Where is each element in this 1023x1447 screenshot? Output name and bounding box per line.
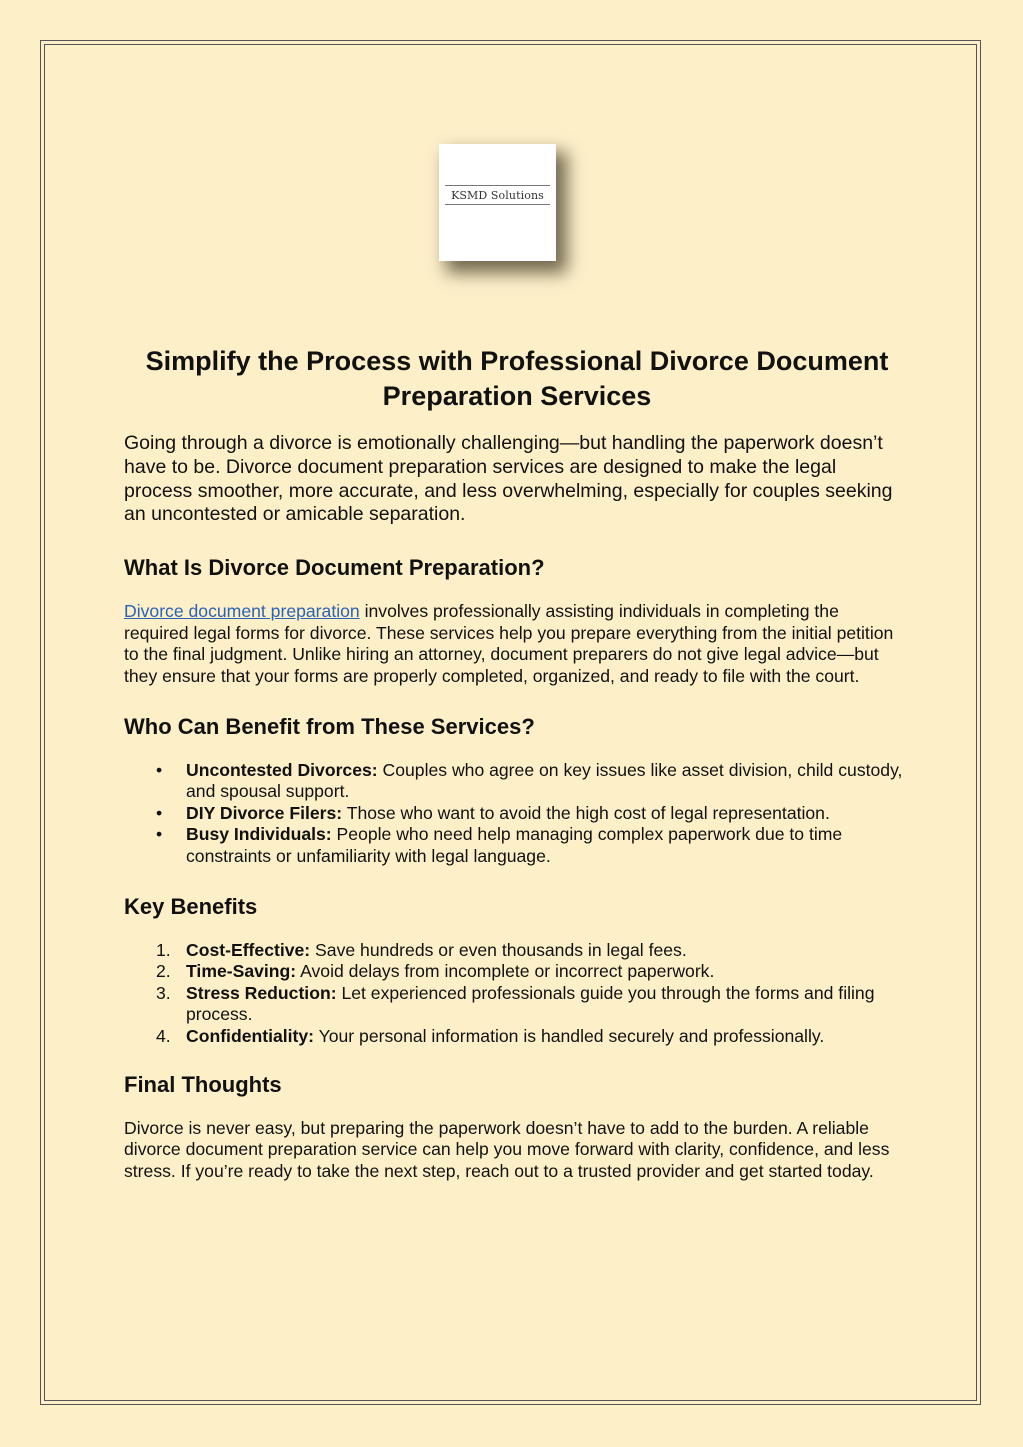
document-body bbox=[124, 344, 904, 1182]
list-item-text: Your personal information is handled securely and professionally. bbox=[314, 1025, 825, 1046]
bullet-marker: • bbox=[156, 802, 163, 823]
list-item-term: Confidentiality: bbox=[186, 1025, 315, 1046]
section-heading-key-benefits: Key Benefits bbox=[124, 893, 258, 919]
list-item-term: Busy Individuals: bbox=[186, 824, 332, 845]
list-item bbox=[124, 940, 904, 962]
number-marker: 4. bbox=[156, 1025, 171, 1046]
section-paragraph-text: involves professionally assisting individuals in completing the required legal forms for divorce. These services help you prepare everything from the initial petition to the final judgment. Unlike hiring an attorney, document preparers do not give legal advice—but they ensure that your forms are properly completed, organized, and ready to file with the court. bbox=[124, 601, 894, 686]
list-item-text: Couples who agree on key issues like asset division, child custody, and spousal support. bbox=[186, 759, 903, 802]
section-heading-final-thoughts: Final Thoughts bbox=[124, 1071, 282, 1097]
page-title: Simplify the Process with Professional Divorce Document Preparation Services bbox=[145, 346, 889, 411]
list-item-text: Those who want to avoid the high cost of legal representation. bbox=[342, 802, 830, 823]
logo-text: KSMD Solutions bbox=[445, 185, 550, 205]
list-item bbox=[124, 824, 904, 867]
list-item-text: People who need help managing complex paperwork due to time constraints or unfamiliarity with legal language. bbox=[186, 824, 843, 866]
section-heading-what-is: What Is Divorce Document Preparation? bbox=[124, 555, 545, 581]
list-item bbox=[124, 961, 904, 983]
list-item-term: Uncontested Divorces: bbox=[186, 759, 378, 780]
key-benefits-list bbox=[124, 940, 904, 1048]
list-item-term: Time-Saving: bbox=[186, 961, 297, 982]
list-item-text: Let experienced professionals guide you through the forms and filing process. bbox=[186, 982, 875, 1025]
divorce-document-preparation-link[interactable]: Divorce document preparation bbox=[124, 601, 360, 622]
number-marker: 2. bbox=[156, 961, 171, 982]
list-item bbox=[124, 1026, 904, 1048]
bullet-marker: • bbox=[156, 824, 163, 845]
list-item-text: Save hundreds or even thousands in legal fees. bbox=[310, 939, 687, 960]
benefit-audience-list bbox=[124, 760, 904, 868]
list-item bbox=[124, 983, 904, 1026]
list-item-term: Stress Reduction: bbox=[186, 982, 337, 1003]
section-paragraph-final-thoughts: Divorce is never easy, but preparing the paperwork doesn’t have to add to the burden. A reliable divorce document preparation service can help you move forward with clarity, confidence, and less stress. If you’re ready to take the next step, reach out to a trusted provider and get started today. bbox=[124, 1117, 890, 1181]
list-item bbox=[124, 803, 904, 825]
number-marker: 1. bbox=[156, 939, 171, 960]
number-marker: 3. bbox=[156, 982, 171, 1003]
section-paragraph-what-is bbox=[124, 601, 904, 687]
section-heading-who-benefits: Who Can Benefit from These Services? bbox=[124, 713, 535, 739]
list-item-text: Avoid delays from incomplete or incorrect paperwork. bbox=[296, 961, 715, 982]
intro-paragraph: Going through a divorce is emotionally challenging—but handling the paperwork doesn’t have to be. Divorce document preparation services are designed to make the legal process smoother, more accurate, and less overwhelming, especially for couples seeking an uncontested or amicable separation. bbox=[124, 432, 893, 526]
list-item-term: Cost-Effective: bbox=[186, 939, 311, 960]
list-item bbox=[124, 760, 904, 803]
list-item-term: DIY Divorce Filers: bbox=[186, 802, 343, 823]
bullet-marker: • bbox=[156, 759, 163, 780]
company-logo bbox=[439, 144, 556, 261]
